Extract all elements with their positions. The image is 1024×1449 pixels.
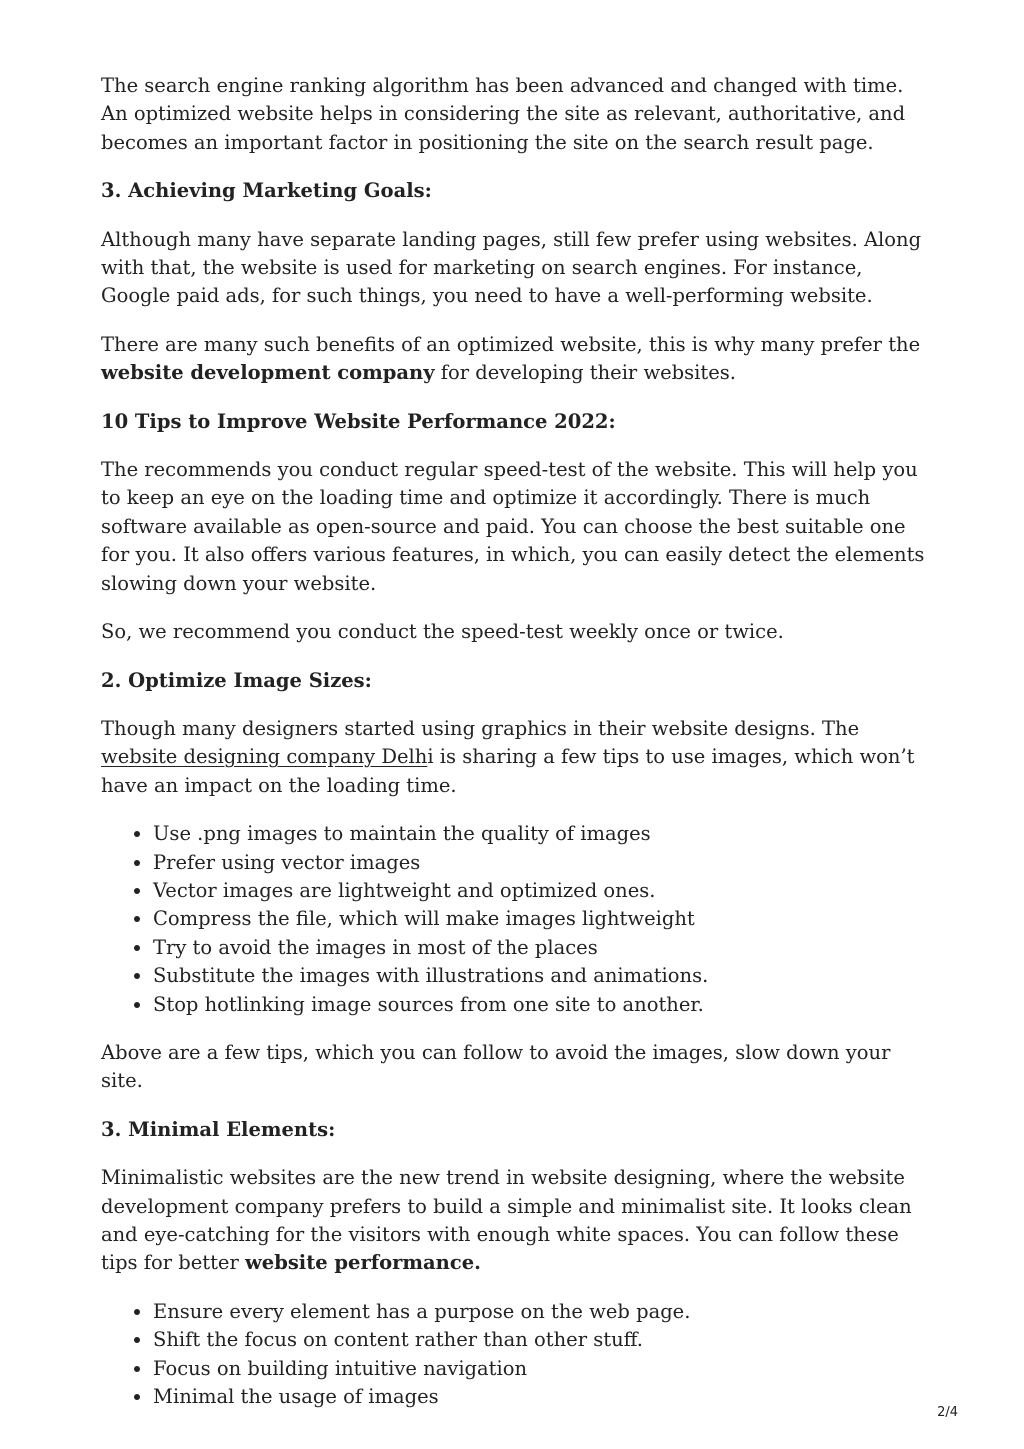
marketing-paragraph: Although many have separate landing pages, still few prefer using websites. Along with that, the website is used for marketing on search engines. For instance, Google paid ads, for such things, you need to have a well-performing website.	[101, 227, 922, 308]
minimal-tips-list	[101, 1298, 931, 1412]
images-text-before: Though many designers started using graphics in their website designs. The	[101, 716, 860, 740]
speed-test-paragraph: The recommends you conduct regular speed-test of the website. This will help you to keep an eye on the loading time and optimize it accordingly. There is much software available as open-source and paid. You can choose the best suitable one for you. It also offers various features, in which, you can easily detect the elements slowing down your website.	[101, 458, 925, 595]
list-item: • Shift the focus on content rather than other stuff.	[153, 1326, 931, 1354]
benefits-text-after: for developing their websites.	[434, 361, 736, 385]
minimal-text-before: Minimalistic websites are the new trend in website designing, where the website development company prefers to build a simple and minimalist site. It looks clean and eye-catching for the visitors with enough white spaces. You can follow these tips for better	[101, 1166, 912, 1275]
images-summary: Above are a few tips, which you can follow to avoid the images, slow down your site.	[101, 1040, 891, 1093]
list-item: • Stop hotlinking image sources from one site to another.	[153, 991, 931, 1019]
images-paragraph	[101, 715, 931, 800]
list-item: • Use .png images to maintain the quality of images	[153, 820, 931, 848]
list-item: • Focus on building intuitive navigation	[153, 1355, 931, 1383]
list-item: • Minimal the usage of images	[153, 1383, 931, 1411]
page-number: 2/4	[937, 1405, 958, 1420]
intro-paragraph: The search engine ranking algorithm has been advanced and changed with time. An optimized website helps in considering the site as relevant, authoritative, and becomes an important factor in positioning the site on the search result page.	[101, 74, 906, 154]
list-item: • Ensure every element has a purpose on the web page.	[153, 1298, 931, 1326]
speed-test-weekly: So, we recommend you conduct the speed-test weekly once or twice.	[101, 620, 784, 644]
heading-marketing-goals: 3. Achieving Marketing Goals:	[101, 179, 432, 203]
heading-optimize-images: 2. Optimize Image Sizes:	[101, 668, 372, 692]
benefits-text-before: There are many such benefits of an optimized website, this is why many prefer the	[101, 332, 921, 356]
benefits-bold-text: website development company	[101, 361, 435, 385]
document-body	[101, 72, 931, 1431]
benefits-paragraph	[101, 331, 931, 388]
list-item: • Try to avoid the images in most of the places	[153, 934, 931, 962]
website-designing-company-link[interactable]: website designing company Delh	[101, 745, 428, 769]
images-text-after: i is sharing a few tips to use images, which won’t have an impact on the loading time.	[101, 745, 915, 797]
list-item: • Vector images are lightweight and optimized ones.	[153, 877, 931, 905]
heading-tips: 10 Tips to Improve Website Performance 2022:	[101, 409, 616, 433]
list-item: • Prefer using vector images	[153, 849, 931, 877]
image-tips-list	[101, 820, 931, 1019]
list-item: • Substitute the images with illustrations and animations.	[153, 962, 931, 990]
minimal-bold-text: website performance.	[245, 1251, 481, 1275]
minimal-paragraph	[101, 1164, 931, 1278]
list-item: • Compress the file, which will make images lightweight	[153, 905, 931, 933]
heading-minimal-elements: 3. Minimal Elements:	[101, 1117, 336, 1141]
